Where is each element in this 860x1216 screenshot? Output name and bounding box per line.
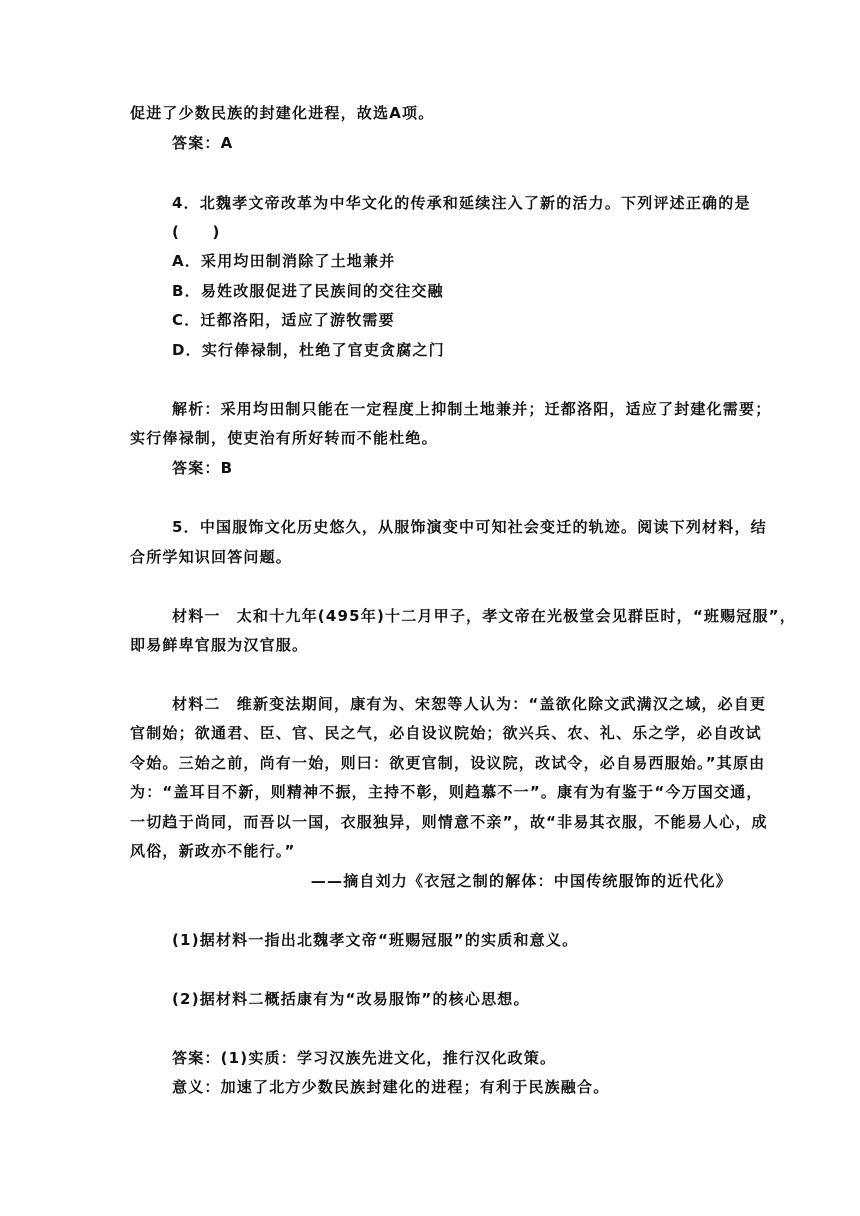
material-1: 材料一 太和十九年(495年)十二月甲子，孝文帝在光极堂会见群臣时，“班赐冠服”， <box>172 607 796 625</box>
question-4-analysis-cont: 实行俸禄制，使吏治有所好转而不能杜绝。 <box>130 429 438 447</box>
answer-5: 答案：(1)实质：学习汉族先进文化，推行汉化政策。 <box>172 1049 557 1067</box>
option-c: C．迁都洛阳，适应了游牧需要 <box>172 311 395 329</box>
option-a: A．采用均田制消除了土地兼并 <box>172 252 396 270</box>
answer-3: 答案：A <box>172 134 234 152</box>
question-5-stem-cont: 合所学知识回答问题。 <box>130 548 293 566</box>
material-2-line: 一切趋于尚同，而吾以一国，衣服独异，则情意不亲”，故“非易其衣服，不能易人心，成 <box>130 813 768 831</box>
option-d: D．实行俸禄制，杜绝了官吏贪腐之门 <box>172 341 445 359</box>
question-5-stem: 5．中国服饰文化历史悠久，从服饰演变中可知社会变迁的轨迹。阅读下列材料，结 <box>172 518 767 536</box>
continuation-text: 促进了少数民族的封建化进程，故选A项。 <box>130 104 435 122</box>
material-2: 材料二 维新变法期间，康有为、宋恕等人认为：“盖欲化除文武满汉之域，必自更 <box>172 695 767 713</box>
answer-4: 答案：B <box>172 459 234 477</box>
question-4-stem: 4．北魏孝文帝改革为中华文化的传承和延续注入了新的活力。下列评述正确的是 <box>172 194 751 212</box>
sub-question-1: (1)据材料一指出北魏孝文帝“班赐冠服”的实质和意义。 <box>172 931 579 949</box>
option-b: B．易姓改服促进了民族间的交往交融 <box>172 282 444 300</box>
answer-5-cont: 意义：加速了北方少数民族封建化的进程；有利于民族融合。 <box>172 1078 610 1096</box>
question-4-paren: ( ) <box>172 223 221 241</box>
sub-question-2: (2)据材料二概括康有为“改易服饰”的核心思想。 <box>172 990 530 1008</box>
material-2-line: 为：“盖耳目不新，则精神不振，主持不彰，则趋慕不一”。康有为有鉴于“今万国交通， <box>130 783 763 801</box>
material-2-source: ——摘自刘力《衣冠之制的解体：中国传统服饰的近代化》 <box>310 872 732 890</box>
material-1-cont: 即易鲜卑官服为汉官服。 <box>130 636 309 654</box>
material-2-line: 风俗，新政亦不能行。” <box>130 842 296 860</box>
material-2-line: 官制始；欲通君、臣、官、民之气，必自设议院始；欲兴兵、农、礼、乐之学，必自改试 <box>130 724 762 742</box>
question-4-analysis: 解析：采用均田制只能在一定程度上抑制土地兼并；迁都洛阳，适应了封建化需要； <box>172 400 772 418</box>
material-2-line: 令始。三始之前，尚有一始，则曰：欲更官制，设议院，改试令，必自易西服始。”其原由 <box>130 754 766 772</box>
